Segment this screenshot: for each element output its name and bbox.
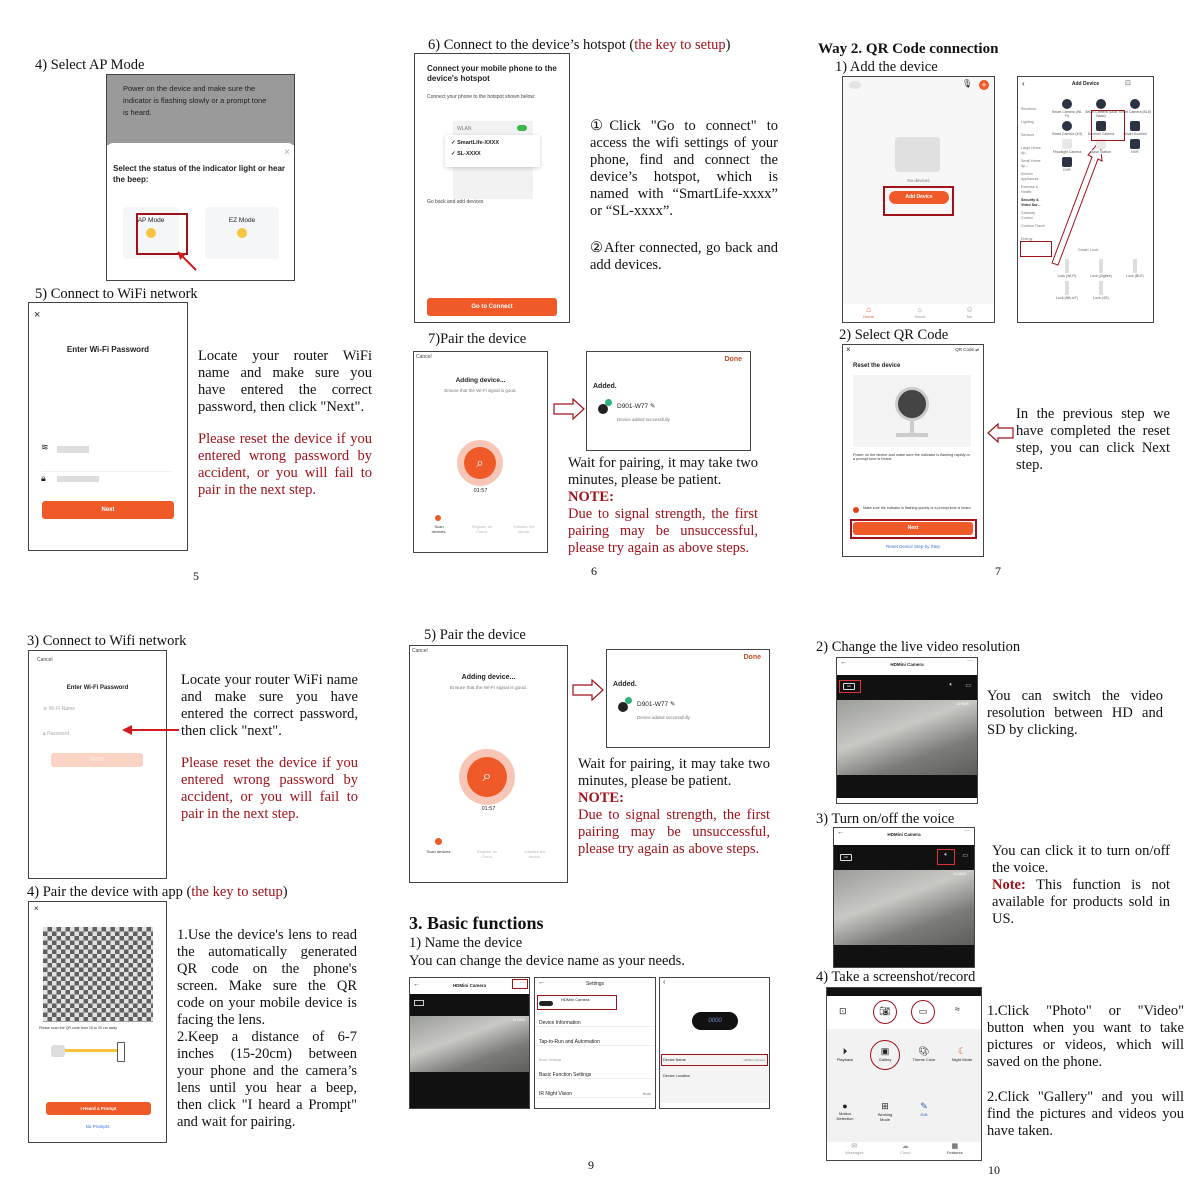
confirm-label: Make sure the indicator is flashing quickly or a prompt tone is heard. [863, 506, 972, 510]
back-icon[interactable]: ← [837, 829, 844, 836]
theme-color-button[interactable]: 🎨︎ Theme Color [912, 1046, 936, 1062]
tab-home[interactable]: ⌂ Home [863, 305, 874, 319]
qr-instructions: 1.Use the device's lens to read the automatically generated QR code on the phone's screen. Make sure the QR code on your mobile device is facing the lens. 2.Keep a distance of 6-7 inches (15-20cm) between your phone and the camera’s lens until you hear a beep, then click "I heard a Prompt" and wait for pairing. [177, 927, 357, 1130]
phone-icon [117, 1042, 125, 1062]
device-name-screenshot [659, 977, 770, 1109]
device-type-label: Base Station [1091, 150, 1111, 154]
playback-button[interactable]: ⏵ Playback [836, 1046, 854, 1062]
device-type-label: Smart Doorbell [1123, 132, 1147, 136]
ez-mode-option[interactable] [205, 207, 279, 259]
camera-title: HDMini Camera [890, 662, 924, 667]
device-name-value: HDMini Camera [743, 1058, 765, 1062]
lock-icon [1065, 281, 1069, 295]
bitrate: 13 KB/S [512, 1018, 525, 1022]
camera-illustration [853, 375, 971, 447]
device-type-label: Smart Camera (4G) [1051, 132, 1083, 136]
name-device-text: You can change the device name as your needs. [409, 953, 685, 969]
bulb-icon [237, 228, 247, 238]
wifi-warning: Please reset the device if you entered wrong password by accident, or you will fail to pair in the next step. [181, 755, 358, 822]
added-label: Added. [613, 681, 637, 688]
speaker-icon[interactable]: 🔈︎ [949, 682, 953, 688]
tab-cloud[interactable]: ☁ Cloud [899, 1143, 911, 1155]
qr-code-mode-switch[interactable]: QR Code ⇌ [955, 347, 979, 352]
hollow-arrow-left-icon [987, 423, 1014, 443]
lock-type-item[interactable] [1084, 281, 1118, 300]
resolution-title: 2) Change the live video resolution [816, 639, 1021, 655]
reset-device-screenshot [842, 344, 984, 557]
adding-title: Adding device... [461, 674, 516, 681]
pairing-text: Wait for pairing, it may take two minutes, please be patient. NOTE: Due to signal strength, the first pairing may be unsuccessful, please try again as above steps. [578, 756, 770, 857]
more-icon[interactable]: ··· [964, 828, 970, 834]
qr-code-image [43, 927, 153, 1022]
done-button[interactable]: Done [724, 356, 742, 363]
lock-icon: 🔒︎ [41, 473, 46, 483]
hd-toggle[interactable]: HD [840, 854, 852, 861]
device-type-item[interactable] [1084, 139, 1118, 154]
search-icon: ⌕ [464, 447, 496, 479]
category-item[interactable]: Outdoor Travel [1021, 224, 1045, 228]
edit-button[interactable]: ✎ Edit [920, 1101, 928, 1117]
page-number: 5 [193, 569, 199, 583]
hollow-arrow-icon [572, 679, 604, 701]
camera-title: HDMini Camera [887, 832, 921, 837]
back-icon[interactable]: ‹ [663, 979, 666, 986]
device-location-row[interactable]: Device Location [663, 1074, 691, 1078]
screenshot-text-2: 2.Click "Gallery" and you will find the pictures and videos you have taken. [987, 1089, 1184, 1139]
lock-icon [1065, 259, 1069, 273]
hd-toggle[interactable] [414, 1000, 424, 1006]
device-icon [1062, 139, 1072, 149]
wifi-screen-title: Enter Wi-Fi Password [66, 685, 129, 691]
device-type-item[interactable] [1050, 99, 1084, 118]
night-mode-button[interactable]: ☾ Night Mode [951, 1046, 973, 1062]
adding-title: Adding device... [455, 377, 506, 384]
lock-icon [1133, 259, 1137, 273]
red-arrow-icon [122, 724, 180, 736]
collapse-icon[interactable]: ≈ [955, 1004, 960, 1014]
smart-lock-section: Smart Lock [1078, 247, 1099, 252]
device-name-row[interactable]: Device Name [663, 1058, 686, 1062]
progress-step: Initialize the device. [524, 849, 546, 859]
more-icon[interactable]: ··· [520, 980, 526, 986]
go-to-connect-button[interactable]: Go to Connect [427, 298, 557, 316]
page-number: 6 [591, 564, 597, 578]
plus-icon[interactable]: + [979, 80, 989, 90]
step3-title: 3) Connect to Wifi network [27, 633, 187, 649]
progress-step: Scan devices. [431, 524, 447, 534]
back-icon[interactable]: ← [413, 981, 420, 988]
add-device-button[interactable]: Add Device [889, 191, 949, 204]
page-number: 7 [995, 564, 1001, 578]
lock-type-label: Lock (BLE) [1126, 274, 1144, 278]
bitrate: 13 KB/S [956, 702, 969, 706]
step6-title: 6) Connect to the device’s hotspot (the key to setup) [428, 37, 731, 53]
hotspot-title: Connect your mobile phone to the device's hotspot [427, 64, 557, 83]
screenshot-title: 4) Take a screenshot/record [816, 969, 976, 985]
settings-row[interactable]: Tap-to-Run and Automation [535, 1039, 655, 1046]
cancel-link[interactable]: Cancel [412, 648, 428, 654]
search-icon: ⌕ [467, 757, 507, 797]
password-field[interactable]: 🔒︎ Password [43, 731, 70, 737]
hd-toggle[interactable]: HD [843, 683, 855, 690]
reset-text: In the previous step we have completed the reset step, you can click Next step. [1016, 406, 1170, 473]
device-type-label: Floodlight Camera [1052, 150, 1082, 154]
device-added-screenshot [586, 351, 751, 451]
device-type-label: DVR [1063, 168, 1071, 172]
ssid-option[interactable]: ✓ SmartLife-XXXX [451, 140, 500, 146]
camera-icon [51, 1045, 65, 1057]
screenshot-text-1: 1.Click "Photo" or "Video" button when you want to take pictures or videos, which will saved on the phone. [987, 1003, 1184, 1070]
settings-section: Basic Settings [539, 1058, 562, 1062]
video-button[interactable]: ▭ [911, 1000, 935, 1024]
device-icon [1062, 99, 1072, 109]
wifi-name-field[interactable] [57, 446, 89, 453]
step4-pair-title: 4) Pair the device with app (the key to setup) [27, 884, 288, 900]
wifi-instructions: Locate your router WiFi name and make sure you have entered the correct password, then click "next". [181, 672, 358, 739]
device-icon [1130, 139, 1140, 149]
cancel-link[interactable]: Cancel [37, 657, 53, 663]
bitrate: 13 KB/S [953, 872, 966, 876]
timer: 01:57 [473, 488, 488, 494]
progress-step: Register on Cloud. [476, 849, 498, 859]
home-screenshot [842, 76, 995, 323]
settings-screenshot [534, 977, 656, 1109]
tab-me[interactable]: ☺ Me [965, 305, 974, 319]
tab-smart[interactable]: ☼ Smart [914, 305, 926, 319]
pairing-text: Wait for pairing, it may take two minutes, please be patient. NOTE: Due to signal strength, the first pairing may be unsuccessful, please try again as above steps. [568, 455, 758, 556]
hotspot-instructions-2: ②After connected, go back and add devices. [590, 240, 778, 273]
resolution-text: You can switch the video resolution between HD and SD by clicking. [987, 688, 1163, 738]
scan-icon[interactable]: ⊡ [1125, 80, 1131, 87]
empty-box-icon [895, 137, 940, 172]
heard-prompt-button[interactable]: I Heard a Prompt [46, 1102, 151, 1115]
ap-mode-label: AP Mode [137, 217, 165, 224]
name-device-title: 1) Name the device [409, 935, 523, 951]
category-item[interactable]: Exercise & Health [1021, 185, 1039, 194]
red-arrow-icon [176, 250, 200, 274]
step7-title: 7)Pair the device [428, 331, 527, 347]
hotspot-screenshot [414, 53, 570, 323]
confirm-checkbox[interactable] [853, 507, 859, 513]
lock-type-label: Lock (Wi-Fi) [1057, 274, 1077, 278]
lock-type-label: Lock (4G) [1093, 296, 1109, 300]
device-icon [1130, 121, 1140, 131]
wifi-instructions: Locate your router WiFi name and make sure you have entered the correct password, then click "Next". [198, 348, 372, 415]
progress-step: Register on Cloud. [471, 524, 493, 534]
device-image: 0000 [692, 1012, 738, 1030]
adding-device-screenshot [409, 645, 568, 883]
fullscreen-icon[interactable]: ▭ [962, 853, 968, 859]
lock-type-item[interactable] [1050, 281, 1084, 300]
wifi-password-screenshot [28, 302, 188, 551]
way2-title: Way 2. QR Code connection [818, 41, 999, 57]
wifi-icon: ≋ [41, 442, 49, 452]
add-device-screenshot [1017, 76, 1154, 323]
check-icon [605, 399, 612, 406]
reset-step-by-step-link[interactable]: Reset Device Step by Step [886, 544, 940, 549]
device-type-label: Smart Camera (BLE) [1118, 110, 1152, 114]
camera-title: HDMini Camera [452, 983, 487, 988]
gallery-button[interactable]: ▣ Gallery [878, 1046, 892, 1062]
close-icon[interactable]: × [284, 147, 290, 158]
hotspot-step2: Go back and add devices [427, 199, 484, 205]
check-icon [625, 697, 632, 704]
photo-button[interactable]: 📷︎ [873, 1000, 897, 1024]
back-icon[interactable]: ‹ [1022, 79, 1025, 88]
device-type-item[interactable] [1050, 157, 1084, 172]
live-view-screenshot [409, 977, 530, 1109]
close-icon[interactable]: × [34, 904, 39, 913]
speaker-icon[interactable]: 🔈︎ [944, 852, 948, 858]
ssid-option[interactable]: ✓ SL-XXXX [451, 151, 481, 157]
qr-hint: Please scan the QR code from 15 to 20 cm away [39, 1026, 118, 1030]
tab-features[interactable]: ▦ Features [946, 1143, 963, 1155]
timer: 01:57 [481, 806, 496, 812]
hollow-arrow-icon [553, 398, 585, 420]
settings-row[interactable]: Device Information [535, 1020, 655, 1027]
next-button[interactable]: Next [51, 753, 143, 767]
ap-mode-screenshot [106, 74, 295, 281]
motion-detection-button[interactable]: ● Motion Detection [836, 1101, 854, 1121]
page-number: 10 [988, 1163, 1000, 1177]
progress-step: Initialize the device. [513, 524, 535, 534]
adding-subtitle: Ensure that the Wi-Fi signal is good. [449, 686, 528, 691]
device-icon [1096, 99, 1106, 109]
device-type-label: Doorbell Camera [1087, 132, 1115, 136]
tab-messages[interactable]: ✉ Messages [845, 1143, 864, 1155]
device-icon [1130, 99, 1140, 109]
qr-code-screenshot [28, 901, 167, 1143]
lock-grid [1050, 259, 1152, 300]
lock-type-item[interactable] [1118, 259, 1152, 278]
next-button[interactable]: Next [42, 501, 174, 519]
step5-pair-title: 5) Pair the device [424, 627, 526, 643]
lock-type-label: Lock (NB-IoT) [1056, 296, 1078, 300]
wifi-warning: Please reset the device if you entered wrong password by accident, or you will fail to pair in the next step. [198, 431, 372, 498]
page-number: 9 [588, 1158, 594, 1172]
voice-title: 3) Turn on/off the voice [816, 811, 955, 827]
cancel-link[interactable]: Cancel [416, 354, 432, 360]
password-field[interactable] [57, 476, 99, 482]
category-item[interactable]: Kitchen Appliances [1021, 172, 1039, 181]
more-icon[interactable]: ··· [967, 658, 973, 664]
ez-mode-label: EZ Mode [228, 217, 256, 224]
device-icon [1062, 121, 1072, 131]
step5-title: 5) Connect to WiFi network [35, 286, 198, 302]
back-icon[interactable]: ← [840, 659, 847, 666]
done-button[interactable]: Done [743, 654, 761, 661]
working-mode-button[interactable]: ⊞ Working Mode [877, 1101, 893, 1122]
device-type-label: Smart Camera (Dual Band) [1084, 110, 1118, 118]
voice-text: You can click it to turn on/off the voice. Note: This function is not available for products sold in US. [992, 843, 1170, 927]
added-status: Device added successfully [637, 715, 691, 720]
back-icon[interactable]: ← [538, 979, 545, 986]
device-type-label: NVR [1131, 150, 1139, 154]
adding-device-screenshot [413, 351, 548, 553]
reset-instruction: Power on the device and make sure the indicator is flashing rapidly or a prompt tone is heard. [853, 453, 970, 461]
device-type-item[interactable] [1118, 139, 1152, 154]
hotspot-instructions: ①Click "Go to connect" to access the wifi settings of your phone, find and connect the device’s hotspot, which is named with “SmartLife-xxxx” or “SL-xxxx”. [590, 118, 778, 219]
device-added-screenshot [606, 649, 770, 748]
device-type-item[interactable] [1050, 121, 1084, 136]
lock-type-item[interactable] [1084, 259, 1118, 278]
settings-title: Settings [585, 981, 605, 987]
basic-functions-title: 3. Basic functions [409, 913, 544, 933]
device-type-label: Smart Camera (Wi-Fi) [1051, 110, 1083, 118]
close-icon[interactable]: × [34, 309, 41, 321]
lock-icon [1099, 259, 1103, 273]
reset-title: Reset the device [853, 363, 901, 369]
category-item[interactable]: Small Home Ap... [1021, 159, 1041, 168]
device-name: D901-W77 ✎ [637, 701, 676, 708]
settings-row[interactable]: IR Night Vision [535, 1091, 655, 1098]
lock-icon [1099, 281, 1103, 295]
adding-subtitle: Ensure that the Wi-Fi signal is good. [444, 388, 517, 393]
step4-title: 4) Select AP Mode [35, 57, 145, 73]
resolution-screenshot [836, 657, 978, 804]
select-qr-step-title: 2) Select QR Code [839, 327, 949, 343]
added-status: Device added successfully [617, 417, 671, 422]
device-type-item[interactable] [1050, 139, 1084, 154]
lock-type-label: Lock (Zigbee) [1090, 274, 1112, 278]
hotspot-step1: Connect your phone to the hotspot shown below: [427, 94, 536, 100]
ir-value: Auto [642, 1091, 651, 1096]
category-list [1021, 107, 1046, 250]
voice-screenshot [833, 827, 975, 968]
wlan-label: WLAN [457, 126, 472, 132]
category-item[interactable]: Security & Video Sur... [1021, 198, 1041, 207]
category-item[interactable]: Sensors [1021, 133, 1035, 137]
ap-instruction: Power on the device and make sure the indicator is flashing slowly or a prompt tone is heard. [123, 84, 267, 117]
wifi-screen-title: Enter Wi-Fi Password [66, 345, 150, 354]
category-item[interactable]: Large Home Ap... [1021, 146, 1041, 155]
added-label: Added. [593, 383, 617, 390]
add-device-step-title: 1) Add the device [835, 59, 938, 75]
fullscreen-icon[interactable]: ▭ [965, 683, 971, 689]
wlan-toggle[interactable] [517, 125, 527, 131]
progress-step: Scan devices. [426, 849, 452, 854]
wifi-password-screenshot [28, 650, 167, 879]
category-item[interactable]: Lighting [1021, 120, 1034, 124]
no-devices-label: No devices [907, 178, 930, 183]
no-prompts-link[interactable]: No Prompts [85, 1124, 110, 1129]
close-icon[interactable]: × [846, 345, 851, 354]
category-item[interactable]: Energy [1021, 237, 1033, 241]
edit-icon[interactable]: ✎ [649, 403, 656, 410]
settings-row[interactable]: Basic Function Settings [535, 1072, 655, 1079]
scan-icon[interactable]: ⊡ [839, 1006, 847, 1016]
category-item[interactable]: Electrical [1021, 107, 1036, 111]
indicator-prompt: Select the status of the indicator light or hear the beep: [113, 164, 286, 184]
features-screenshot [826, 987, 982, 1161]
wifi-name-field[interactable]: ≋ Wi-Fi Name [43, 706, 75, 712]
category-item[interactable]: Gateway Control [1021, 211, 1036, 220]
edit-icon[interactable]: ✎ [669, 701, 676, 708]
lock-type-item[interactable] [1050, 259, 1084, 278]
device-icon [1062, 157, 1072, 167]
microphone-icon[interactable]: 🎙︎ [962, 79, 973, 88]
next-button[interactable]: Next [853, 522, 973, 535]
device-row[interactable]: HDMini Camera [561, 997, 590, 1002]
device-name: D901-W77 ✎ [617, 403, 656, 410]
add-device-title: Add Device [1071, 81, 1100, 87]
